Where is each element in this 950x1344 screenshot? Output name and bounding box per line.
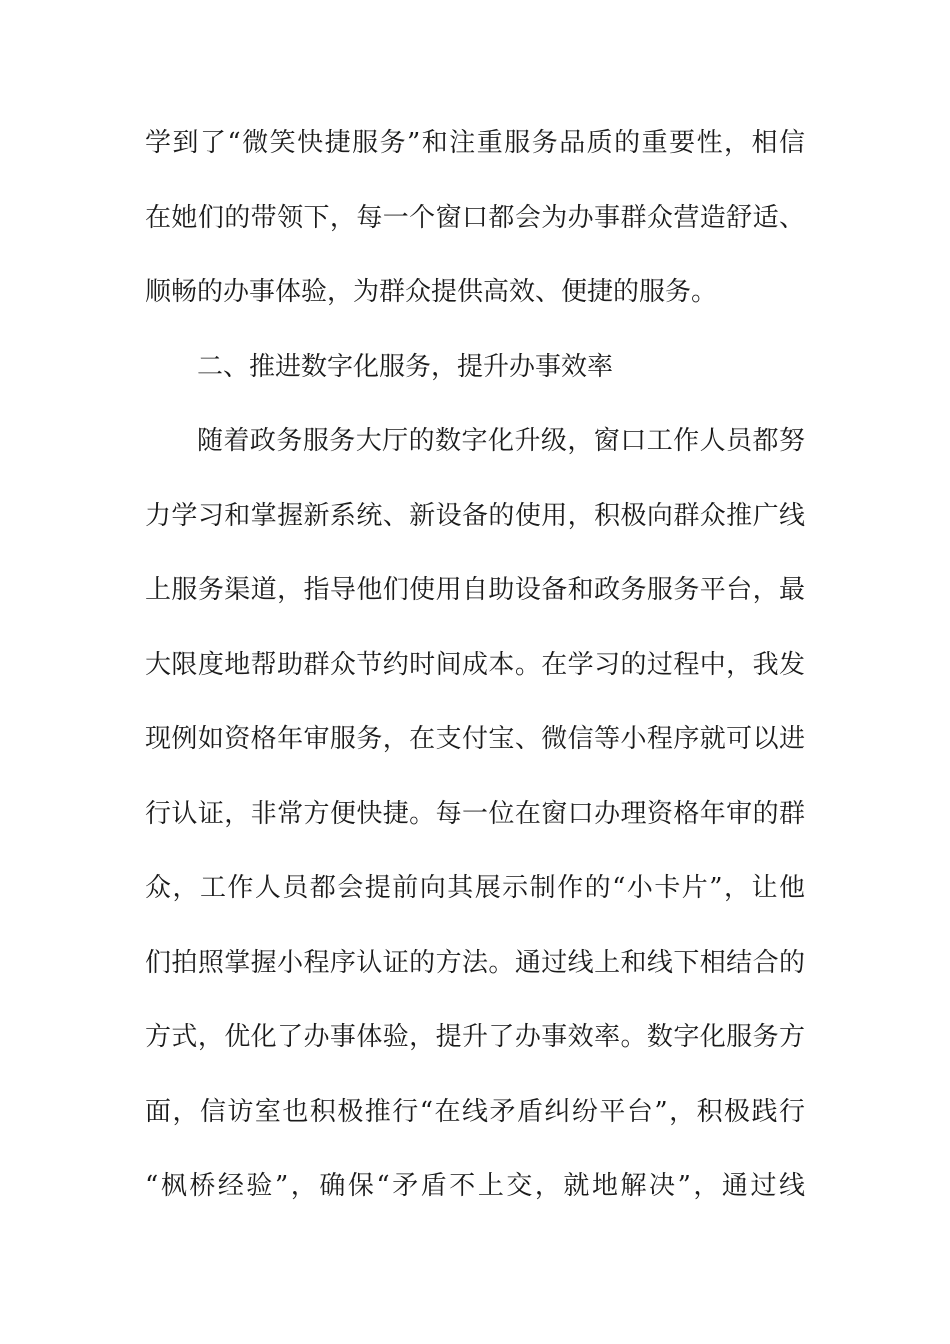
text-line: 面，信访室也积极推行“在线矛盾纠纷平台”，积极践行	[145, 1096, 805, 1127]
text-line: 们拍照掌握小程序认证的方法。通过线上和线下相结合的	[145, 947, 805, 978]
text-line: 学到了“微笑快捷服务”和注重服务品质的重要性，相信	[145, 128, 805, 158]
text-line: 在她们的带领下，每一个窗口都会为办事群众营造舒适、	[145, 202, 805, 233]
text-line: 行认证，非常方便快捷。每一位在窗口办理资格年审的群	[145, 798, 805, 829]
text-line: 随着政务服务大厅的数字化升级，窗口工作人员都努	[197, 426, 805, 456]
text-line: 大限度地帮助群众节约时间成本。在学习的过程中，我发	[145, 649, 805, 680]
text-line: 顺畅的办事体验，为群众提供高效、便捷的服务。	[145, 277, 718, 307]
section-heading: 二、推进数字化服务，提升办事效率	[197, 351, 614, 382]
text-line: 方式，优化了办事体验，提升了办事效率。数字化服务方	[145, 1022, 805, 1052]
text-line: 力学习和掌握新系统、新设备的使用，积极向群众推广线	[145, 500, 805, 531]
text-line: 众，工作人员都会提前向其展示制作的“小卡片”，让他	[145, 873, 805, 903]
text-line: “枫桥经验”，确保“矛盾不上交，就地解决”，通过线	[145, 1171, 805, 1201]
text-line: 上服务渠道，指导他们使用自助设备和政务服务平台，最	[145, 575, 805, 605]
body-text	[145, 115, 805, 1233]
text-line: 现例如资格年审服务，在支付宝、微信等小程序就可以进	[145, 724, 805, 754]
